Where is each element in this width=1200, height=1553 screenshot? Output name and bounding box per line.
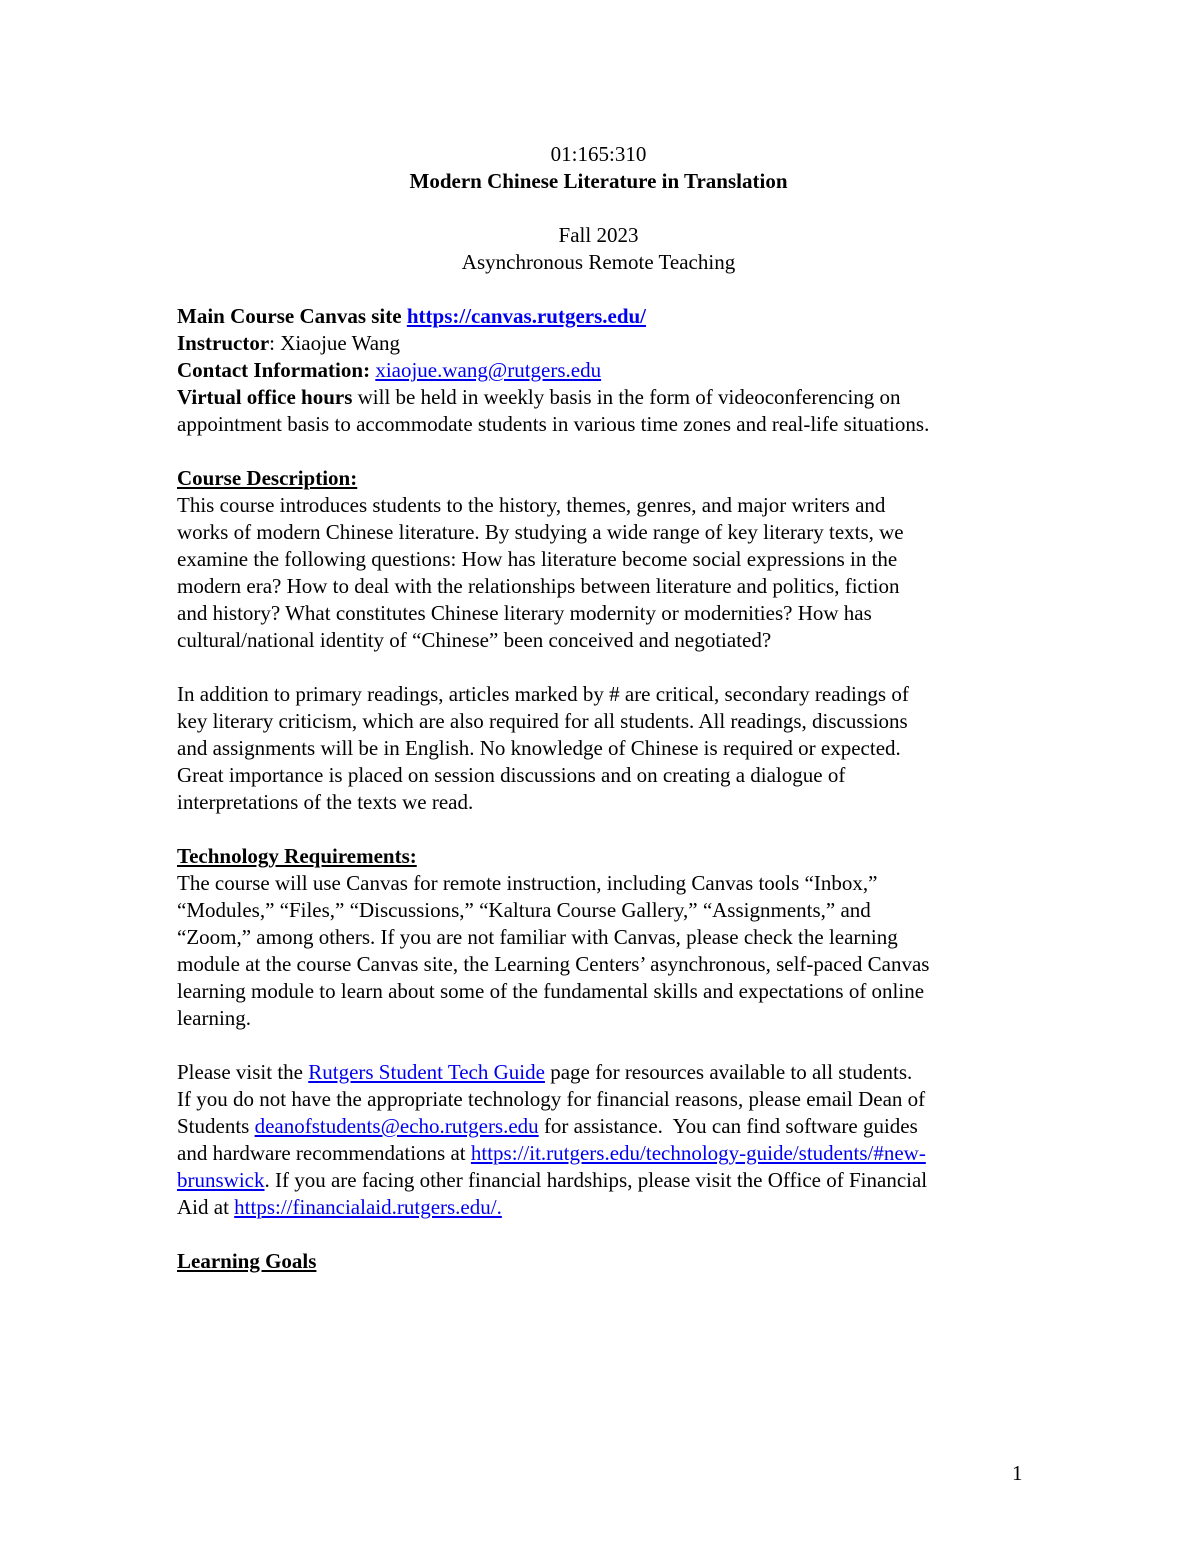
spacer	[177, 438, 1025, 465]
text-line	[177, 1059, 1025, 1086]
text-run: for assistance. You can find software guides	[538, 1114, 918, 1138]
text-line: modern era? How to deal with the relationships between literature and politics, fiction	[177, 574, 900, 598]
spacer	[177, 276, 1025, 303]
text-line: module at the course Canvas site, the Learning Centers’ asynchronous, self-paced Canvas	[177, 952, 930, 976]
text-line: In addition to primary readings, articles marked by # are critical, secondary readings of	[177, 682, 909, 706]
tech-guide-link[interactable]: Rutgers Student Tech Guide	[308, 1060, 545, 1084]
spacer	[177, 1221, 1025, 1248]
technology-paragraph-1	[177, 870, 1025, 1032]
text-line: learning module to learn about some of the fundamental skills and expectations of online	[177, 979, 925, 1003]
instructor-label: Instructor	[177, 331, 270, 355]
text-line: “Zoom,” among others. If you are not familiar with Canvas, please check the learning	[177, 925, 898, 949]
technology-paragraph-2	[177, 1059, 1025, 1221]
text-run: Aid at	[177, 1195, 235, 1219]
document-page	[177, 141, 1025, 1275]
instructor-name: Xiaojue Wang	[280, 331, 401, 355]
technology-guide-link[interactable]: https://it.rutgers.edu/technology-guide/students/#new-	[470, 1141, 926, 1165]
term: Fall 2023	[558, 223, 639, 247]
office-hours-line-1	[177, 384, 1025, 411]
text-line: cultural/national identity of “Chinese” been conceived and negotiated?	[177, 628, 772, 652]
learning-goals-heading: Learning Goals	[177, 1249, 317, 1273]
text-line: learning.	[177, 1006, 252, 1030]
text-line: Great importance is placed on session discussions and on creating a dialogue of	[177, 763, 846, 787]
text-line: interpretations of the texts we read.	[177, 790, 474, 814]
text-line: and assignments will be in English. No knowledge of Chinese is required or expected.	[177, 736, 901, 760]
teaching-mode: Asynchronous Remote Teaching	[461, 250, 736, 274]
contact-email-link[interactable]: xiaojue.wang@rutgers.edu	[375, 358, 602, 382]
spacer	[177, 654, 1025, 681]
text-run: Please visit the	[177, 1060, 309, 1084]
office-hours-line-2: appointment basis to accommodate students in various time zones and real-life situations.	[177, 412, 930, 436]
course-title: Modern Chinese Literature in Translation	[409, 169, 788, 193]
course-code: 01:165:310	[550, 142, 647, 166]
text-line: works of modern Chinese literature. By studying a wide range of key literary texts, we	[177, 520, 904, 544]
canvas-site-label: Main Course Canvas site	[177, 304, 402, 328]
text-run: Students	[177, 1114, 255, 1138]
text-run: . If you are facing other financial hardships, please visit the Office of Financial	[264, 1168, 928, 1192]
office-hours-label: Virtual office hours	[177, 385, 353, 409]
text-run: page for resources available to all students.	[544, 1060, 913, 1084]
instructor-line	[177, 330, 1025, 357]
instructor-separator: :	[269, 331, 281, 355]
text-line: and history? What constitutes Chinese literary modernity or modernities? How has	[177, 601, 872, 625]
text-line: This course introduces students to the history, themes, genres, and major writers and	[177, 493, 886, 517]
spacer	[177, 1032, 1025, 1059]
text-line: examine the following questions: How has literature become social expressions in the	[177, 547, 898, 571]
text-line: “Modules,” “Files,” “Discussions,” “Kaltura Course Gallery,” “Assignments,” and	[177, 898, 871, 922]
text-line: The course will use Canvas for remote instruction, including Canvas tools “Inbox,”	[177, 871, 878, 895]
course-description-heading: Course Description:	[177, 466, 358, 490]
canvas-site-line	[177, 303, 1025, 330]
text-line	[177, 1167, 1025, 1194]
financial-aid-link[interactable]: https://financialaid.rutgers.edu/.	[234, 1195, 502, 1219]
canvas-site-link[interactable]: https://canvas.rutgers.edu/	[406, 304, 647, 328]
dean-of-students-email-link[interactable]: deanofstudents@echo.rutgers.edu	[254, 1114, 539, 1138]
course-description-paragraph-2	[177, 681, 1025, 816]
spacer	[177, 195, 1025, 222]
page-number: 1	[1012, 1461, 1023, 1485]
contact-line	[177, 357, 1025, 384]
technology-guide-link-continued[interactable]: brunswick	[177, 1168, 265, 1192]
text-line	[177, 1194, 1025, 1221]
technology-requirements-heading: Technology Requirements:	[177, 844, 417, 868]
text-line	[177, 1140, 1025, 1167]
text-line: If you do not have the appropriate technology for financial reasons, please email Dean of	[177, 1087, 926, 1111]
text-line	[177, 1113, 1025, 1140]
office-hours-text: will be held in weekly basis in the form of videoconferencing on	[352, 385, 901, 409]
text-run: and hardware recommendations at	[177, 1141, 471, 1165]
course-description-paragraph-1	[177, 492, 1025, 654]
text-line: key literary criticism, which are also required for all students. All readings, discussions	[177, 709, 908, 733]
spacer	[177, 816, 1025, 843]
contact-label: Contact Information:	[177, 358, 371, 382]
